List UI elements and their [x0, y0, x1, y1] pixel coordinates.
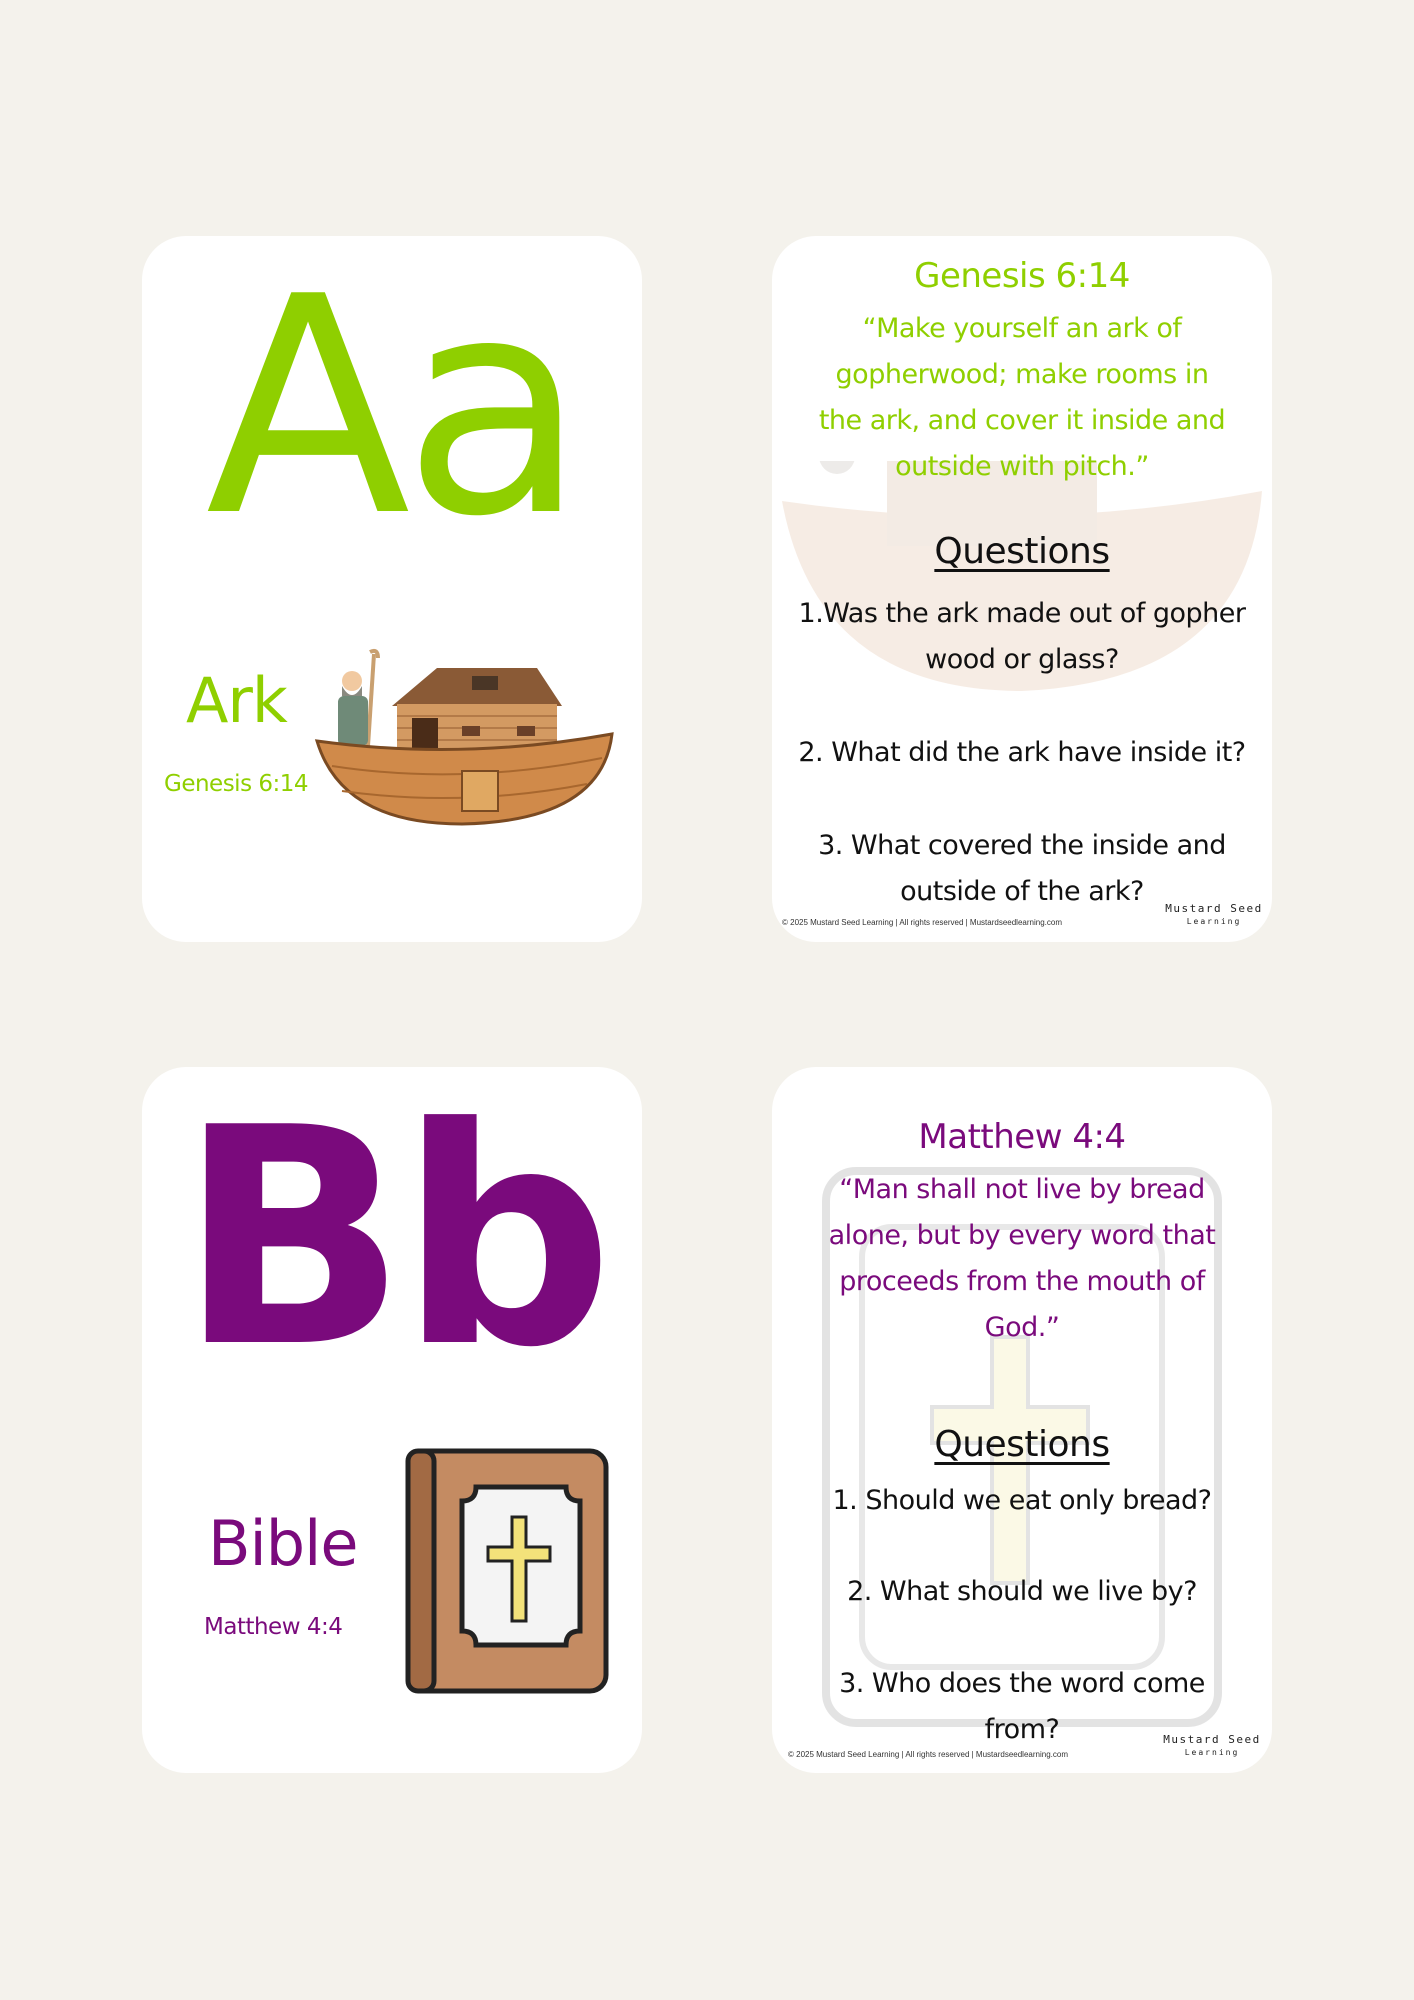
brand-name: Mustard Seed	[1163, 1733, 1261, 1746]
card-reference: Genesis 6:14	[164, 771, 309, 797]
verse-line: “Man shall not live by bread	[839, 1174, 1205, 1205]
big-letters: Aa	[205, 236, 579, 582]
question-2: 2. What should we live by?	[847, 1576, 1197, 1607]
flashcard-b-back	[772, 1067, 1272, 1773]
question-line: 1.Was the ark made out of gopher	[798, 598, 1246, 629]
flashcard-a-back	[772, 236, 1272, 942]
question-line: wood or glass?	[925, 644, 1119, 675]
verse-line: the ark, and cover it inside and	[818, 405, 1226, 436]
question-2: 2. What did the ark have inside it?	[798, 737, 1246, 768]
brand-logo	[1162, 1733, 1262, 1759]
copyright-footer: © 2025 Mustard Seed Learning | All rights reserved | Mustardseedlearning.com	[788, 1750, 1068, 1759]
verse-line: outside with pitch.”	[895, 451, 1149, 482]
question-line: from?	[984, 1714, 1060, 1745]
brand-name: Mustard Seed	[1165, 902, 1263, 915]
card-word: Bible	[208, 1507, 358, 1580]
verse-reference-title: Matthew 4:4	[918, 1117, 1126, 1157]
verse-line: “Make yourself an ark of	[862, 313, 1182, 344]
noahs-ark-icon	[312, 646, 622, 836]
brand-logo	[1164, 902, 1264, 928]
verse-line: proceeds from the mouth of	[839, 1266, 1205, 1297]
question-line: 3. Who does the word come	[839, 1668, 1205, 1699]
bible-book-icon	[404, 1447, 610, 1697]
verse-line: God.”	[984, 1312, 1060, 1343]
questions-heading: Questions	[934, 531, 1110, 572]
verse-line: alone, but by every word that	[828, 1220, 1216, 1251]
question-line: 3. What covered the inside and	[818, 830, 1226, 861]
card-reference: Matthew 4:4	[204, 1614, 343, 1640]
verse-text	[792, 1167, 1252, 1351]
question-line: outside of the ark?	[900, 876, 1144, 907]
copyright-footer: © 2025 Mustard Seed Learning | All rights reserved | Mustardseedlearning.com	[782, 918, 1062, 927]
questions-heading: Questions	[934, 1424, 1110, 1465]
flashcard-b-front	[142, 1067, 642, 1773]
big-letters: Bb	[178, 1067, 606, 1413]
flashcard-a-front	[142, 236, 642, 942]
verse-reference-title: Genesis 6:14	[914, 256, 1130, 296]
verse-text	[792, 306, 1252, 490]
question-1	[782, 591, 1262, 683]
verse-line: gopherwood; make rooms in	[835, 359, 1209, 390]
brand-sub: Learning	[1184, 1748, 1240, 1757]
card-word: Ark	[186, 664, 287, 737]
question-1: 1. Should we eat only bread?	[832, 1485, 1212, 1516]
brand-sub: Learning	[1186, 917, 1242, 926]
